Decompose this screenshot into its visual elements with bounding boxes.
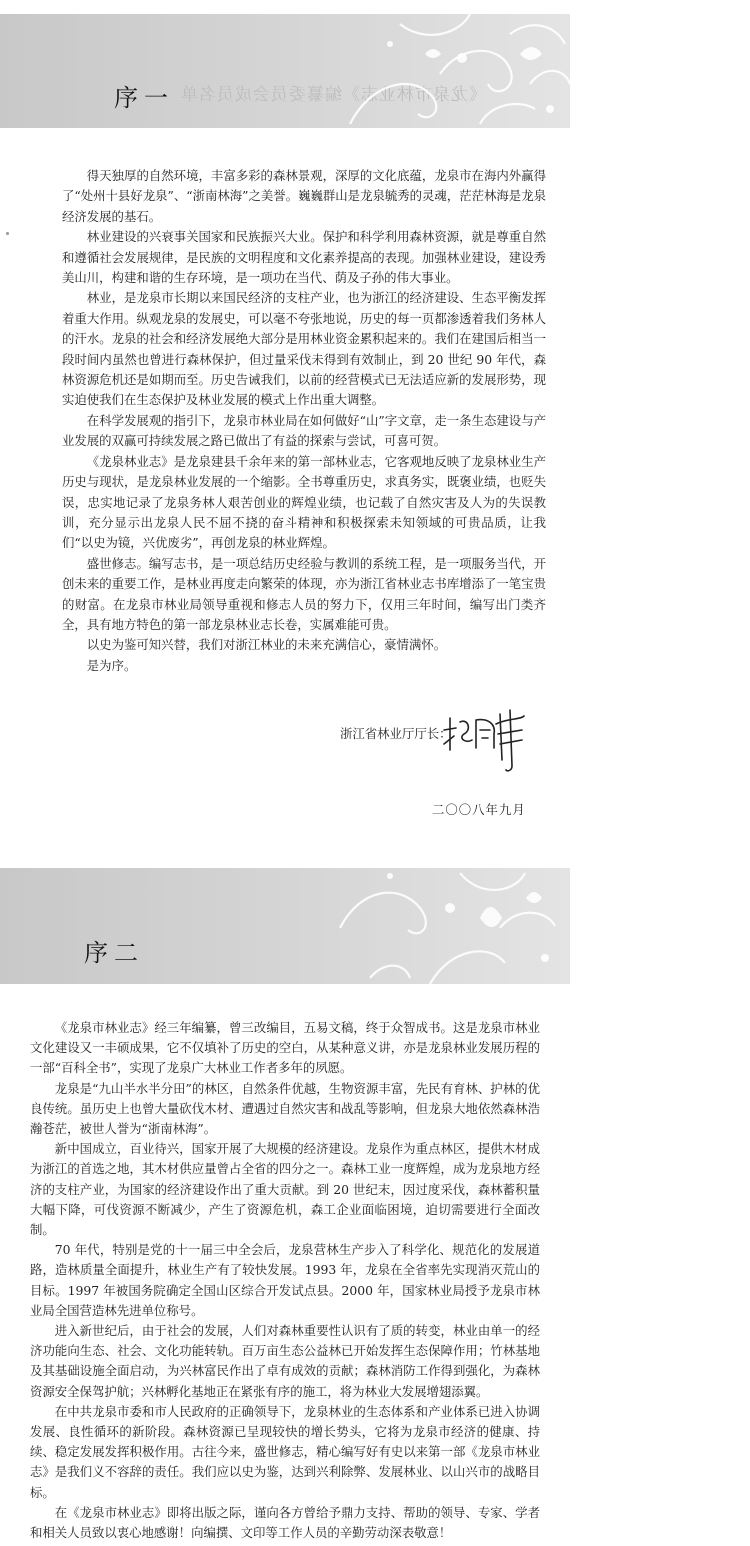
preface1-banner bbox=[0, 14, 570, 128]
paragraph: 在科学发展观的指引下，龙泉市林业局在如何做好“山”字文章，走一条生态建设与产业发展的双赢可持续发展之路已做出了有益的探索与尝试，可喜可贺。 bbox=[62, 412, 546, 449]
handwritten-signature bbox=[438, 700, 530, 774]
paragraph: 《龙泉市林业志》经三年编纂，曾三改编目，五易文稿，终于众智成书。这是龙泉市林业文化建设又一丰硕成果，它不仅填补了历史的空白，从某种意义讲，亦是龙泉林业发展历程的一部“百科全书”，实现了龙泉广大林业工作者多年的夙愿。 bbox=[30, 1020, 540, 1076]
page-title: 序二 bbox=[84, 939, 144, 967]
page-title: 序一 bbox=[114, 84, 174, 112]
paragraph: 在中共龙泉市委和市人民政府的正确领导下，龙泉林业的生态体系和产业体系已进入协调发展、良性循环的新阶段。森林资源已呈现较快的增长势头，它将为龙泉市经济的健康、持续、稳定发展发挥积极作用。古往今来，盛世修志，精心编写好有史以来第一部《龙泉市林业志》是我们义不容辞的责任。我们应以史为鉴，达到兴利除弊、发展林业、以山兴市的战略目标。 bbox=[30, 1403, 540, 1500]
paragraph: 以史为鉴可知兴替，我们对浙江林业的未来充满信心，豪情满怀。 bbox=[86, 637, 447, 653]
paragraph: 龙泉是“九山半水半分田”的林区，自然条件优越，生物资源丰富，先民有育林、护林的优良传统。虽历史上也曾大量砍伐木材、遭遇过自然灾害和战乱等影响，但龙泉大地依然森林浩瀚苍茫，被世人誉为“浙南林海”。 bbox=[30, 1080, 540, 1137]
paragraph: 进入新世纪后，由于社会的发展，人们对森林重要性认识有了质的转变，林业由单一的经济功能向生态、社会、文化功能转轨。百万亩生态公益林已开始发挥生态保障作用；竹林基地及其基础设施全面启动，为兴林富民作出了卓有成效的贡献；森林消防工作得到强化，为森林资源安全保驾护航；兴林孵化基地正在紧张有序的施工，将为林业大发展增翅添翼。 bbox=[30, 1323, 540, 1399]
paragraph: 70 年代，特别是党的十一届三中全会后，龙泉营林生产步入了科学化、规范化的发展道路，造林质量全面提升，林业生产有了较快发展。1993 年，龙泉在全省率先实现消灭荒山的目标。1997 年被国务院确定全国山区综合开发试点县。2000 年，国家林业局授予龙泉市林业局全国营造林先进单位称号。 bbox=[30, 1242, 540, 1318]
paragraph: 盛世修志。编写志书，是一项总结历史经验与教训的系统工程，是一项服务当代，开创未来的重要工作，是林业再度走向繁荣的体现，亦为浙江省林业志书库增添了一笔宝贵的财富。在龙泉市林业局领导重视和修志人员的努力下，仅用三年时间，编写出门类齐全，具有地方特色的第一部龙泉林业志长卷，实属难能可贵。 bbox=[62, 555, 546, 632]
paragraph: 新中国成立，百业待兴，国家开展了大规模的经济建设。龙泉作为重点林区，提供木材成为浙江的首选之地，其木材供应量曾占全省的四分之一。森林工业一度辉煌，成为龙泉地方经济的支柱产业，为国家的经济建设作出了重大贡献。到 20 世纪末，因过度采伐，森林蓄积量大幅下降，可伐资源不断减少，产生了资源危机，森工企业面临困境，迫切需要进行全面改制。 bbox=[30, 1141, 540, 1238]
preface2-banner bbox=[0, 868, 570, 984]
paragraph: 得天独厚的自然环境，丰富多彩的森林景观，深厚的文化底蕴，龙泉市在海内外赢得了“处州十县好龙泉”、“浙南林海”之美誉。巍巍群山是龙泉毓秀的灵魂，茫茫林海是龙泉经济发展的基石。 bbox=[62, 168, 546, 224]
banner-ghost-text: 《龙泉市林业志》编纂委员会成员名单 bbox=[180, 85, 486, 105]
paragraph: 林业，是龙泉市长期以来国民经济的支柱产业，也为浙江的经济建设、生态平衡发挥着重大作用。纵观龙泉的发展史，可以毫不夸张地说，历史的每一页都渗透着我们务林人的汗水。龙泉的社会和经济发展绝大部分是用林业资金累积起来的。我们在建国后相当一段时间内虽然也曾进行森林保护，但过量采伐未得到有效制止，到 20 世纪 90 年代，森林资源危机还是如期而至。历史告诫我们，以前的经营模式已无法适应新的发展形势，现实迫使我们在生态保护及林业发展的模式上作出重大调整。 bbox=[62, 290, 546, 408]
floral-swirl-decoration bbox=[330, 14, 570, 128]
floral-swirl-decoration bbox=[330, 868, 570, 984]
signature-label: 浙江省林业厅厅长： bbox=[340, 726, 452, 741]
date-line: 二〇〇八年九月 bbox=[432, 802, 526, 817]
paragraph: 在《龙泉市林业志》即将出版之际，谨向各方曾给予鼎力支持、帮助的领导、专家、学者和相关人员致以衷心地感谢！向编撰、文印等工作人员的辛勤劳动深表敬意！ bbox=[30, 1504, 540, 1541]
paragraph: 林业建设的兴衰事关国家和民族振兴大业。保护和科学利用森林资源，就是尊重自然和遵循社会发展规律，是民族的文明程度和文化素养提高的表现。加强林业建设，建设秀美山川，构建和谐的生存环境，是一项功在当代、荫及子孙的伟大事业。 bbox=[62, 229, 546, 286]
preface1-body bbox=[62, 166, 546, 676]
scan-speck bbox=[6, 232, 9, 235]
preface2-body bbox=[30, 1018, 540, 1543]
paragraph: 是为序。 bbox=[86, 657, 137, 673]
paragraph: 《龙泉林业志》是龙泉建县千余年来的第一部林业志，它客观地反映了龙泉林业生产历史与现状，是龙泉林业发展的一个缩影。全书尊重历史，求真务实，既褒业绩，也贬失误，忠实地记录了龙泉务林人艰苦创业的辉煌业绩，也记载了自然灾害及人为的失误教训，充分显示出龙泉人民不屈不挠的奋斗精神和积极探索未知领域的可贵品质，让我们“以史为镜，兴优废劣”，再创龙泉的林业辉煌。 bbox=[62, 453, 546, 551]
